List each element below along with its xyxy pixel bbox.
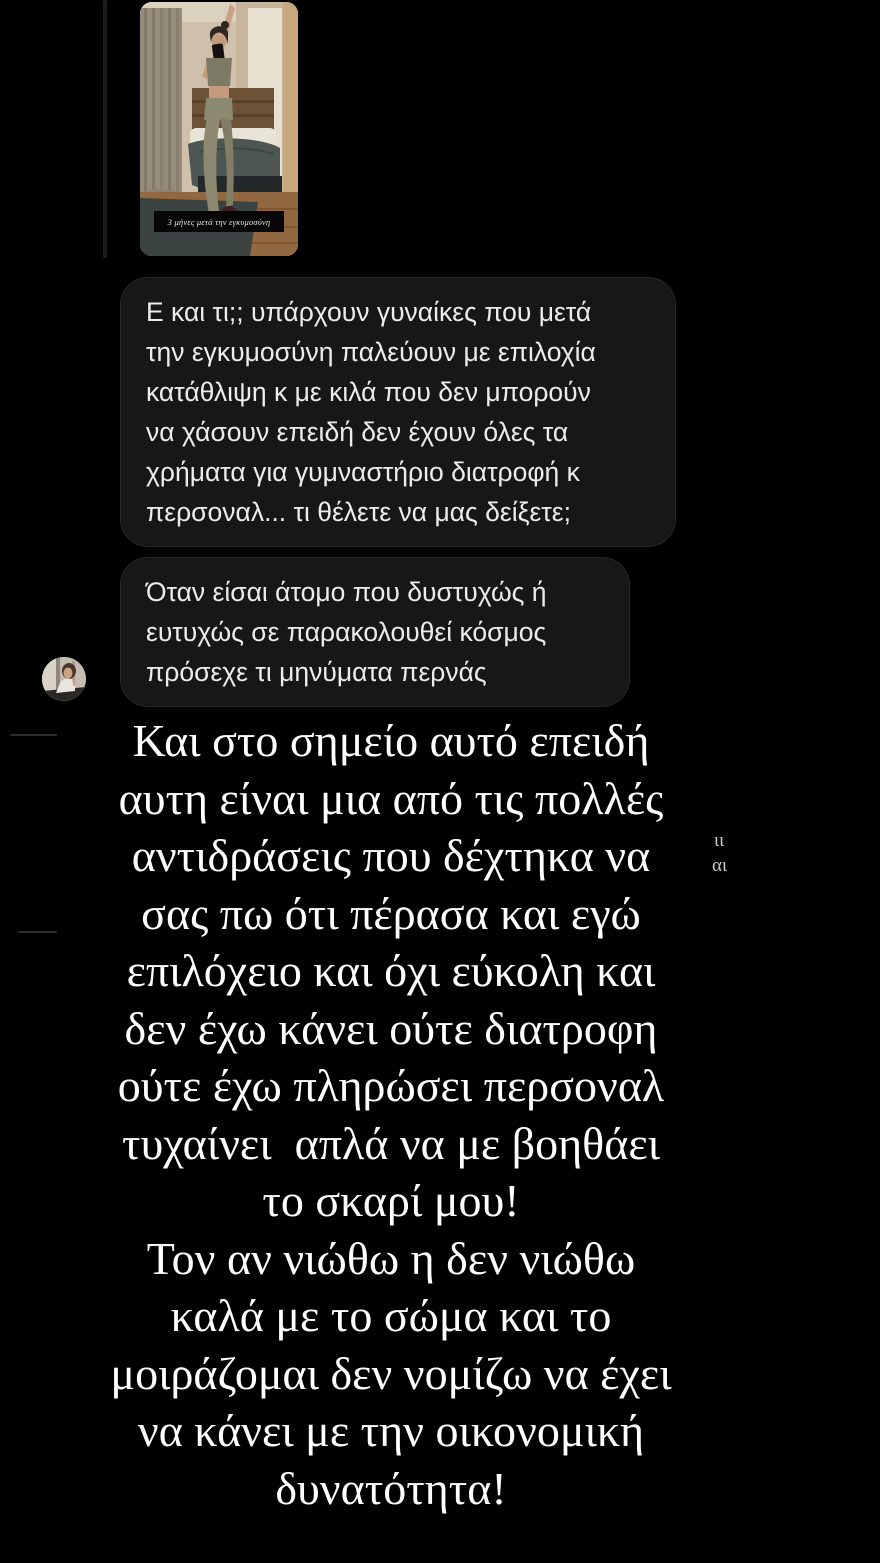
- message-line: πρόσεχε τι μηνύματα περνάς: [146, 657, 487, 687]
- caption-squiggle-icon: [210, 232, 298, 256]
- message-line: Ε και τι;; υπάρχουν γυναίκες που μετά: [146, 297, 592, 327]
- overlay-line: δυνατότητα!: [275, 1462, 507, 1514]
- message-line: περσοναλ... τι θέλετε να μας δείξετε;: [146, 497, 571, 527]
- overlay-line: μοιράζομαι δεν νομίζω να έχει: [110, 1347, 672, 1399]
- attached-photo[interactable]: [140, 2, 298, 256]
- message-line: να χάσουν επειδή δεν έχουν όλες τα: [146, 417, 569, 447]
- overlay-line: Και στο σημείο αυτό επειδή: [132, 715, 650, 766]
- message-line: χρήματα για γυμναστήριο διατροφή κ: [146, 457, 580, 487]
- message-bubble-2[interactable]: [120, 557, 630, 707]
- overlay-line: καλά με το σώμα και το: [170, 1290, 612, 1341]
- overlay-line: το σκαρί μου!: [262, 1175, 520, 1226]
- message-line: κατάθλιψη κ με κιλά που δεν μπορούν: [146, 377, 591, 407]
- overlay-line: να κάνει με την οικονομική: [137, 1405, 645, 1456]
- overlay-line: αυτη είναι μια από τις πολλές: [118, 772, 664, 824]
- message-line: ευτυχώς σε παρακολουθεί κόσμος: [146, 617, 547, 647]
- overlay-line: ούτε έχω πληρώσει περσοναλ: [117, 1060, 665, 1111]
- edge-dash: [18, 931, 57, 933]
- overlay-line: επιλόχειο και όχι εύκολη και: [126, 945, 656, 996]
- avatar-photo: [42, 657, 86, 701]
- overlay-line: τυχαίνει απλά να με βοηθάει: [121, 1117, 661, 1169]
- photo-caption-label: 3 μήνες μετά την εγκυμοσύνη: [154, 211, 284, 232]
- sender-avatar[interactable]: [42, 657, 86, 701]
- message-line: την εγκυμοσύνη παλεύουν με επιλοχία: [146, 337, 596, 367]
- edge-text-fragment: αι: [712, 855, 728, 876]
- overlay-line: αντιδράσεις που δέχτηκα να: [131, 830, 651, 881]
- edge-dash: [10, 734, 57, 736]
- story-text-overlay: [0, 712, 782, 1517]
- edge-text-fragment: ιι: [714, 830, 725, 851]
- message-line: Όταν είσαι άτομο που δυστυχώς ή: [146, 577, 547, 607]
- thread-line: [103, 0, 107, 258]
- message-bubble-1[interactable]: [120, 277, 676, 547]
- overlay-line: Τον αν νιώθω η δεν νιώθω: [146, 1232, 636, 1284]
- overlay-line: δεν έχω κάνει ούτε διατροφη: [124, 1002, 658, 1054]
- overlay-line: σας πω ότι πέρασα και εγώ: [141, 887, 641, 939]
